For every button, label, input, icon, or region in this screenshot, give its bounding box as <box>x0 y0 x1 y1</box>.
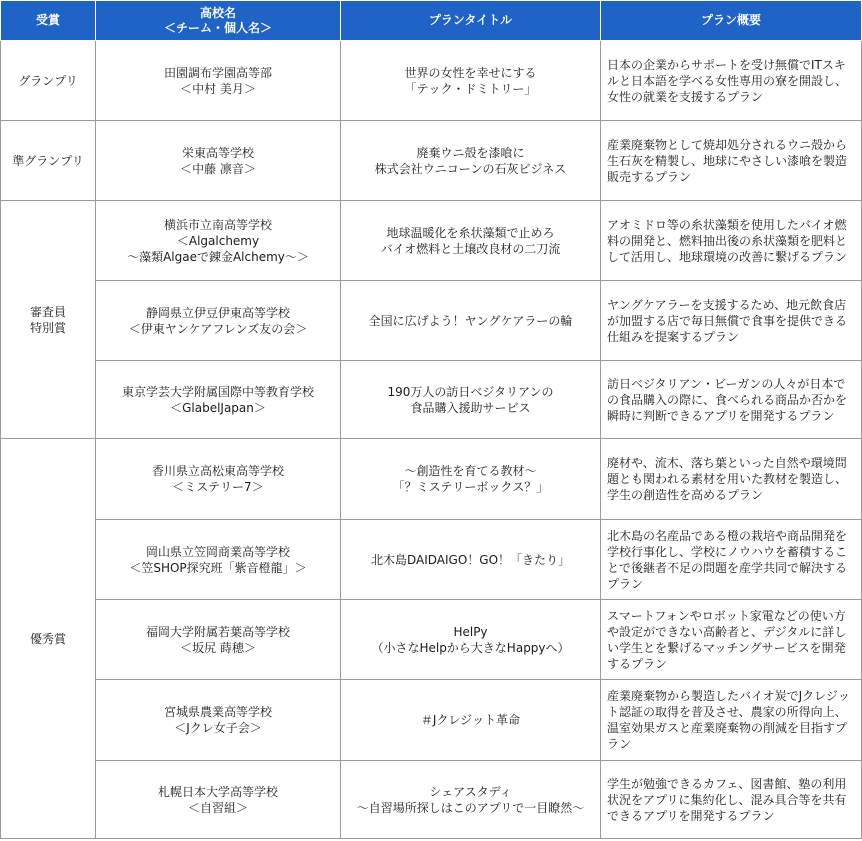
text-line: 全国に広げよう！ヤングケアラーの輪 <box>368 313 573 328</box>
plan-summary-text: 産業廃棄物として焼却処分されるウニ殻から生石灰を精製し、地球にやさしい漆喰を製造販売するプラン <box>607 137 848 184</box>
plan-summary-text: 廃材や、流木、落ち葉といった自然や環境問題とも関われる素材を用いた教材を製造し、学生の創造性を高めるプラン <box>607 456 848 502</box>
header-plan-summary: プラン概要 <box>601 1 862 41</box>
header-school: 高校名 ＜チーム・個人名＞ <box>96 1 341 41</box>
table-row <box>1 41 862 121</box>
text-line: 香川県立高松東高等学校 <box>151 464 284 478</box>
text-line: ＜Algalchemy <box>176 233 260 248</box>
plan-summary-cell <box>601 761 862 839</box>
text-line: 北木島DAIDAIGO！GO！「きたり」 <box>370 552 571 567</box>
plan-summary-text: ヤングケアラーを支援するため、地元飲食店が加盟する店で毎日無償で食事を提供できる仕組みを提案するプラン <box>607 297 848 344</box>
plan-summary-text: 学生が勉強できるカフェ、図書館、塾の利用状況をアプリに集約化し、混み具合等を共有できるアプリを開発するプラン <box>607 776 847 823</box>
table-row <box>1 761 862 839</box>
text-line: 「テック・ドミトリー」 <box>404 81 537 96</box>
school-cell <box>96 761 341 839</box>
text-line: ＜ミステリー7＞ <box>172 480 264 494</box>
text-line: ＜笠SHOP探究班「紫音橙龍」＞ <box>129 560 307 575</box>
table-row <box>1 600 862 680</box>
header-row <box>1 1 862 41</box>
plan-summary-cell <box>601 680 862 761</box>
text-line: ～創造性を育てる教材～ <box>404 464 537 478</box>
text-line: （小さなHelpから大きなHappyへ） <box>371 640 570 655</box>
plan-summary-cell <box>601 439 862 520</box>
table-row <box>1 520 862 600</box>
plan-title-cell <box>341 439 601 520</box>
text-line: 審査員 <box>29 304 66 319</box>
text-line: 190万人の訪日ベジタリアンの <box>387 384 554 399</box>
text-line: ＜GlabelJapan＞ <box>170 400 266 415</box>
text-line: ＜伊東ヤンケアフレンズ友の会＞ <box>128 321 308 336</box>
table-row <box>1 281 862 361</box>
text-line: 栄東高等学校 <box>181 145 254 160</box>
text-line: ～藻類Algaeで錬金Alchemy～＞ <box>127 249 309 264</box>
header-award: 受賞 <box>1 1 96 41</box>
text-line: ～自習場所探しはこのアプリで一目瞭然～ <box>356 800 585 815</box>
plan-title-cell <box>341 201 601 281</box>
plan-summary-cell <box>601 121 862 201</box>
text-line: 「？ミステリーボックス？」 <box>392 480 549 494</box>
table-row <box>1 361 862 439</box>
school-cell <box>96 439 341 520</box>
plan-summary-text: 日本の企業からサポートを受け無償でITスキルと日本語を学べる女性専用の寮を開設し、女性の就業を支援するプラン <box>607 57 848 104</box>
text-line: シェアスタディ <box>429 784 512 799</box>
plan-title-cell <box>341 761 601 839</box>
table-row <box>1 439 862 520</box>
table-row <box>1 121 862 201</box>
award-cell <box>1 201 96 439</box>
plan-title-cell <box>341 281 601 361</box>
plan-summary-cell <box>601 201 862 281</box>
text-line: ＜中藤 凛音＞ <box>180 161 256 176</box>
school-cell <box>96 361 341 439</box>
plan-title-cell <box>341 520 601 600</box>
text-line: 静岡県立伊豆伊東高等学校 <box>145 305 290 320</box>
school-cell <box>96 41 341 121</box>
plan-summary-text: 訪日ベジタリアン・ビーガンの人々が日本での食品購入の際に、食べられる商品か否かを瞬時に判断できるアプリを開発するプラン <box>607 376 848 423</box>
table-row <box>1 680 862 761</box>
text-line: ＜坂尻 蒔穂＞ <box>180 640 256 655</box>
text-line: ＜Jクレ女子会＞ <box>174 721 262 735</box>
text-line: 田園調布学園高等部 <box>163 65 272 80</box>
text-line: 札幌日本大学高等学校 <box>157 784 278 799</box>
award-cell <box>1 41 96 121</box>
award-cell <box>1 439 96 839</box>
text-line: HelPy <box>453 624 488 639</box>
school-cell <box>96 121 341 201</box>
plan-summary-cell <box>601 600 862 680</box>
header-plan-title: プランタイトル <box>341 1 601 41</box>
plan-title-cell <box>341 680 601 761</box>
plan-title-cell <box>341 600 601 680</box>
plan-summary-text: スマートフォンやロボット家電などの使い方や設定ができない高齢者と、デジタルに詳しい学生とを繋げるマッチングサービスを開発するプラン <box>607 608 847 671</box>
text-line: 宮城県農業高等学校 <box>163 705 272 719</box>
school-cell <box>96 201 341 281</box>
plan-summary-text: アオミドロ等の糸状藻類を使用したバイオ燃料の開発と、燃料抽出後の糸状藻類を肥料として活用し、地球環境の改善に繋げるプラン <box>607 217 848 264</box>
text-line: 食品購入援助サービス <box>410 400 531 415</box>
plan-title-cell <box>341 361 601 439</box>
award-cell <box>1 121 96 201</box>
plan-summary-cell <box>601 281 862 361</box>
school-cell <box>96 680 341 761</box>
plan-summary-cell <box>601 520 862 600</box>
text-line: グランプリ <box>18 73 78 88</box>
text-line: 世界の女性を幸せにする <box>404 65 537 80</box>
text-line: 横浜市立南高等学校 <box>163 217 272 232</box>
school-cell <box>96 281 341 361</box>
plan-title-cell <box>341 41 601 121</box>
plan-title-cell <box>341 121 601 201</box>
text-line: バイオ燃料と土壌改良材の二刀流 <box>380 241 561 256</box>
text-line: ＃Jクレジット革命 <box>420 713 521 727</box>
text-line: 岡山県立笠岡商業高等学校 <box>145 544 290 559</box>
plan-summary-text: 産業廃棄物から製造したバイオ炭でJクレジット認証の取得を普及させ、農家の所得向上、温室効果ガスと産業廃棄物の削減を目指すプラン <box>607 689 850 751</box>
text-line: 福岡大学附属若葉高等学校 <box>145 624 290 639</box>
text-line: ＜中村 美月＞ <box>180 81 256 96</box>
plan-summary-text: 北木島の名産品である橙の栽培や商品開発を学校行事化し、学校にノウハウを蓄積することで後継者不足の問題を産学共同で解決するプラン <box>607 528 848 591</box>
text-line: 地球温暖化を糸状藻類で止めろ <box>386 225 555 240</box>
plan-summary-cell <box>601 41 862 121</box>
school-cell <box>96 600 341 680</box>
school-cell <box>96 520 341 600</box>
plan-summary-cell <box>601 361 862 439</box>
text-line: 特別賞 <box>29 320 66 335</box>
text-line: 東京学芸大学附属国際中等教育学校 <box>121 384 314 399</box>
text-line: 準グランプリ <box>12 153 84 168</box>
text-line: 優秀賞 <box>29 631 66 646</box>
table-row <box>1 201 862 281</box>
text-line: 廃棄ウニ殻を漆喰に <box>416 145 525 160</box>
text-line: 株式会社ウニコーンの石灰ビジネス <box>374 161 567 176</box>
text-line: ＜自習組＞ <box>187 800 248 815</box>
